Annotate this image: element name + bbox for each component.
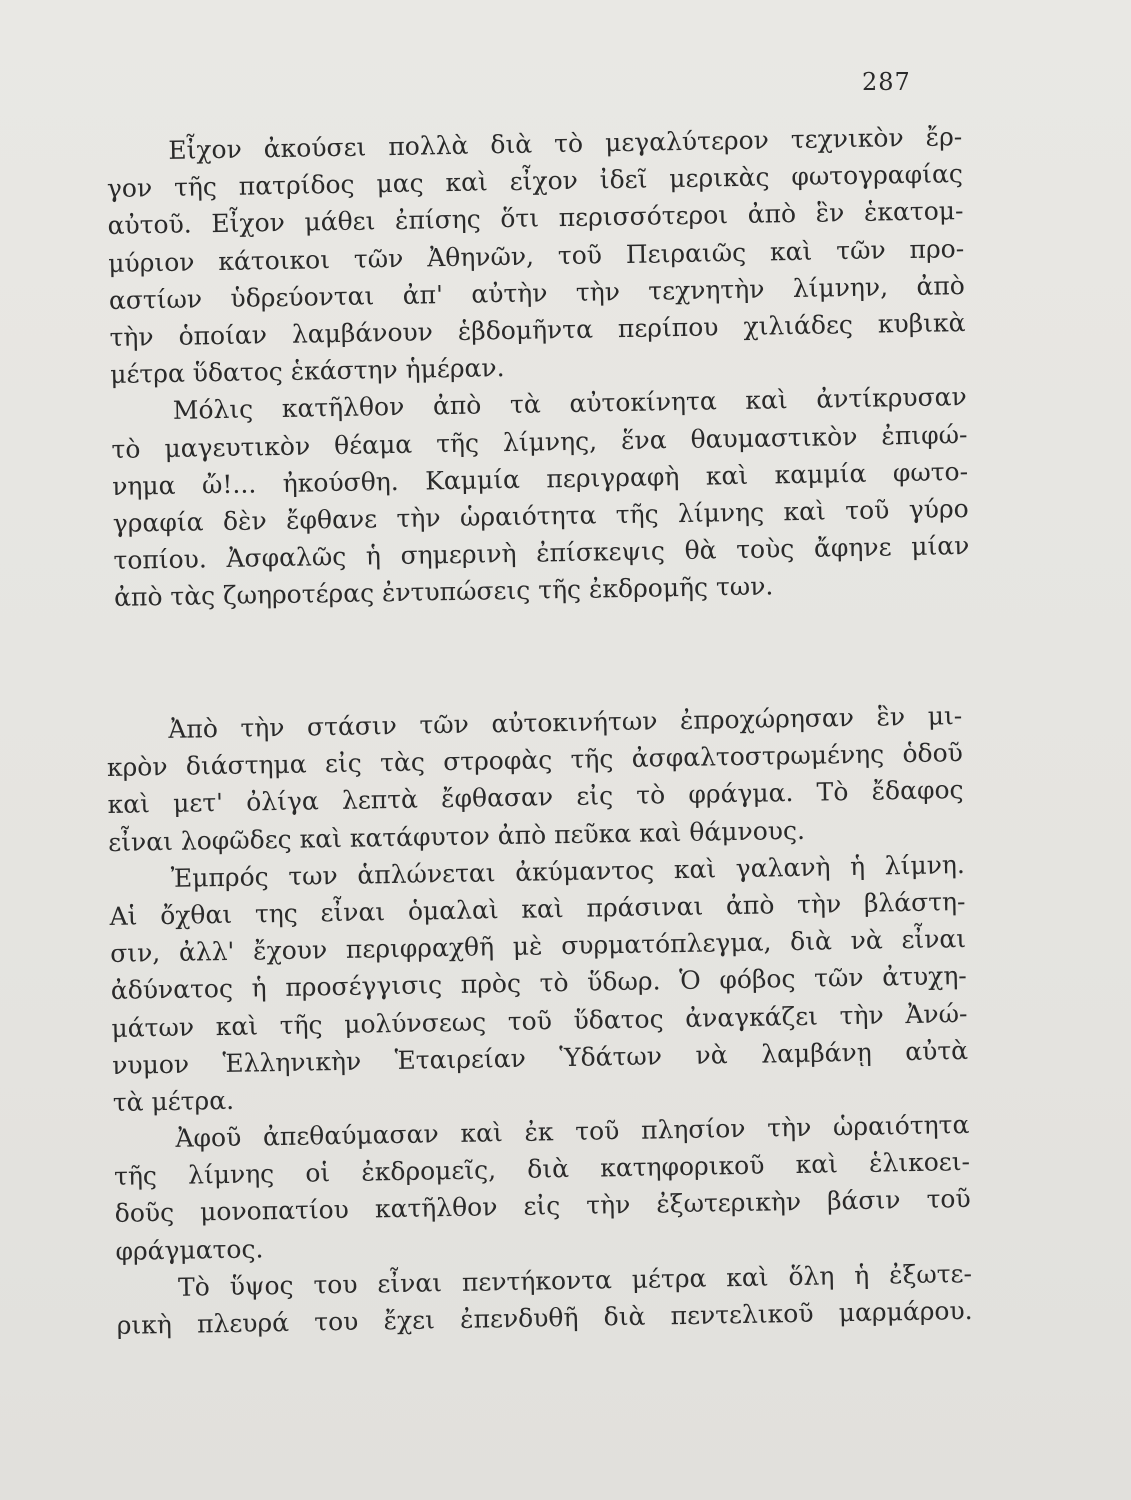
text-line: φράγματος.	[115, 1233, 264, 1266]
text-line: τὸ μαγευτικὸν θέαμα τῆς λίμνης, ἕνα θαυμαστικὸν ἐπιφώ-	[111, 419, 968, 464]
text-line: αὐτοῦ. Εἶχον μάθει ἐπίσης ὅτι περισσότεροι ἀπὸ ἓν ἑκατομ-	[107, 196, 964, 241]
text-line: Ἀφοῦ ἀπεθαύμασαν καὶ ἐκ τοῦ πλησίον τὴν ὡραιότητα	[175, 1110, 970, 1153]
text-line: αστίων ὑδρεύονται ἀπ' αὐτὴν τὴν τεχνητὴν λίμνην, ἀπὸ	[108, 270, 966, 315]
text-line: Ἐμπρός των ἁπλώνεται ἀκύμαντος καὶ γαλανὴ ἡ λίμνη.	[170, 849, 966, 893]
text-line: ρικὴ πλευρά του ἔχει ἐπενδυθῆ διὰ πεντελικοῦ μαρμάρου.	[116, 1295, 973, 1340]
text-line: μάτων καὶ τῆς μολύνσεως τοῦ ὕδατος ἀναγκάζει τὴν Ἀνώ-	[111, 998, 968, 1043]
text-line: Ἀπὸ τὴν στάσιν τῶν αὐτοκινήτων ἐπροχώρησαν ἓν μι-	[168, 701, 963, 744]
text-line: Μόλις κατῆλθον ἀπὸ τὰ αὐτοκίνητα καὶ ἀντίκρυσαν	[172, 382, 967, 426]
text-line: δοῦς μονοπατίου κατῆλθον εἰς τὴν ἐξωτερικὴν βάσιν τοῦ	[114, 1184, 971, 1229]
text-block-1	[106, 118, 970, 616]
text-line: σιν, ἀλλ' ἔχουν περιφραχθῆ μὲ συρματόπλεγμα, διὰ νὰ εἶναι	[109, 924, 967, 969]
text-line: τῆς λίμνης οἱ ἐκδρομεῖς, διὰ κατηφορικοῦ καὶ ἑλικοει-	[113, 1147, 971, 1192]
text-line: τὴν ὁποίαν λαμβάνουν ἑβδομῆντα περίπου χιλιάδες κυβικὰ	[109, 307, 966, 352]
text-line: νημα ὤ!... ἠκούσθη. Καμμία περιγραφὴ καὶ καμμία φωτο-	[111, 456, 969, 501]
text-line: Τὸ ὕψος του εἶναι πεντήκοντα μέτρα καὶ ὅλη ἡ ἐξωτε-	[177, 1258, 973, 1302]
text-line: ἀπὸ τὰς ζωηροτέρας ἐντυπώσεις τῆς ἐκδρομῆς των.	[113, 571, 774, 613]
text-line: γραφία δὲν ἔφθανε τὴν ὡραιότητα τῆς λίμνης καὶ τοῦ γύρο	[112, 493, 969, 538]
text-line: τοπίου. Ἀσφαλῶς ἡ σημερινὴ ἐπίσκεψις θὰ τοὺς ἄφηνε μίαν	[113, 531, 970, 575]
text-line: κρὸν διάστημα εἰς τὰς στροφὰς τῆς ἀσφαλτοστρωμένης ὁδοῦ	[106, 738, 964, 783]
text-line: τὰ μέτρα.	[112, 1085, 235, 1117]
text-line: νυμον Ἑλληνικὴν Ἑταιρείαν Ὑδάτων νὰ λαμβάνῃ αὐτὰ	[111, 1035, 969, 1080]
text-line: ἀδύνατος ἡ προσέγγισις πρὸς τὸ ὕδωρ. Ὁ φόβος τῶν ἀτυχη-	[110, 961, 967, 1006]
text-block-2	[106, 697, 973, 1344]
text-line: καὶ μετ' ὀλίγα λεπτὰ ἔφθασαν εἰς τὸ φράγμα. Τὸ ἔδαφος	[107, 775, 964, 820]
text-line: Εἶχον ἀκούσει πολλὰ διὰ τὸ μεγαλύτερον τεχνικὸν ἔρ-	[168, 122, 963, 165]
text-line: γον τῆς πατρίδος μας καὶ εἶχον ἰδεῖ μερικὰς φωτογραφίας	[106, 159, 964, 204]
text-line: εἶναι λοφῶδες καὶ κατάφυτον ἀπὸ πεῦκα καὶ θάμνους.	[108, 815, 806, 857]
text-line: μύριον κάτοικοι τῶν Ἀθηνῶν, τοῦ Πειραιῶς καὶ τῶν προ-	[108, 233, 965, 278]
text-line: μέτρα ὕδατος ἑκάστην ἡμέραν.	[109, 353, 505, 390]
page-number: 287	[862, 68, 911, 96]
text-line: Αἱ ὄχθαι της εἶναι ὁμαλαὶ καὶ πράσιναι ἀπὸ τὴν βλάστη-	[109, 886, 966, 931]
